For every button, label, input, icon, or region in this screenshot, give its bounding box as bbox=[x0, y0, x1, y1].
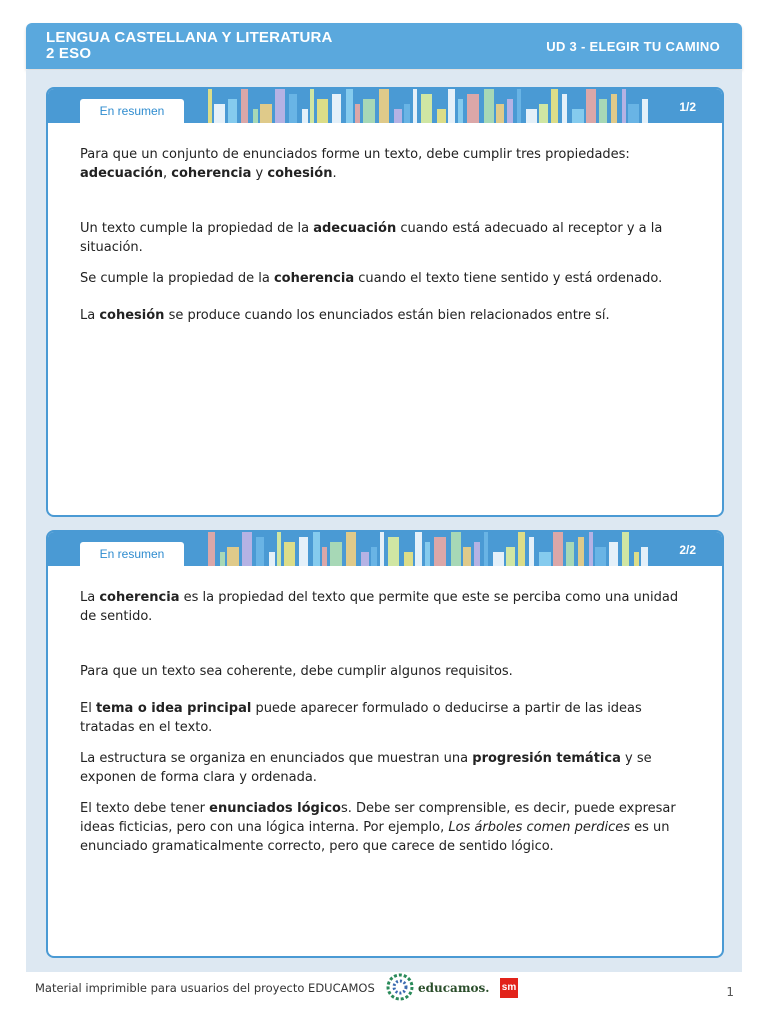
decorative-stripe bbox=[256, 537, 264, 566]
decorative-stripe bbox=[562, 94, 567, 123]
bold-term: enunciados lógico bbox=[209, 801, 341, 816]
decorative-stripe bbox=[277, 532, 281, 566]
summary-card-1 bbox=[46, 87, 724, 517]
card-header-band bbox=[48, 89, 722, 123]
summary-paragraph bbox=[80, 145, 692, 183]
decorative-stripe bbox=[363, 99, 375, 123]
educamos-logo-text: educamos. bbox=[418, 981, 490, 995]
decorative-stripe bbox=[332, 94, 341, 123]
tab-en-resumen bbox=[80, 99, 184, 123]
footer-note: Material imprimible para usuarios del proyecto EDUCAMOS bbox=[35, 981, 375, 995]
subject-title-line2: 2 ESO bbox=[46, 45, 92, 62]
decorative-stripe bbox=[415, 532, 422, 566]
text-run: y bbox=[251, 166, 268, 181]
decorative-stripe bbox=[539, 104, 548, 123]
decorative-stripe bbox=[241, 89, 248, 123]
text-run: Para que un texto sea coherente, debe cumplir algunos requisitos. bbox=[80, 664, 513, 679]
subject-title-line1: LENGUA CASTELLANA Y LITERATURA bbox=[46, 29, 333, 46]
text-run: es un enunciado gramaticalmente correcto, pero que carece de sentido lógico. bbox=[80, 820, 670, 854]
decorative-stripe bbox=[622, 89, 626, 123]
text-run: El bbox=[80, 701, 96, 716]
summary-paragraph bbox=[80, 306, 692, 325]
decorative-stripe bbox=[330, 542, 342, 566]
decorative-stripe bbox=[242, 532, 252, 566]
text-run: Se cumple la propiedad de la bbox=[80, 271, 274, 286]
decorative-stripe bbox=[609, 542, 618, 566]
educamos-flower-logo-icon bbox=[386, 973, 414, 1001]
decorative-stripe bbox=[551, 89, 558, 123]
card-page-indicator: 2/2 bbox=[679, 543, 696, 557]
decorative-stripe bbox=[493, 552, 504, 566]
decorative-stripe bbox=[317, 99, 328, 123]
bold-term: adecuación bbox=[80, 166, 163, 181]
text-run: La estructura se organiza en enunciados que muestran una bbox=[80, 751, 473, 766]
unit-title: UD 3 - ELEGIR TU CAMINO bbox=[546, 39, 720, 54]
text-run: y se exponen de forma clara y ordenada. bbox=[80, 751, 652, 785]
decorative-stripe bbox=[611, 94, 617, 123]
text-run: Para que un conjunto de enunciados forme un texto, debe cumplir tres propiedades: bbox=[80, 147, 630, 162]
decorative-stripe bbox=[394, 109, 402, 123]
decorative-stripe bbox=[642, 99, 648, 123]
decorative-stripe bbox=[260, 104, 272, 123]
decorative-stripe bbox=[228, 99, 237, 123]
summary-paragraph bbox=[80, 219, 692, 257]
tab-label: En resumen bbox=[99, 547, 165, 561]
summary-paragraph bbox=[80, 699, 692, 737]
decorative-stripe bbox=[253, 109, 258, 123]
decorative-stripe bbox=[371, 547, 377, 566]
decorative-stripe bbox=[208, 89, 212, 123]
page-number: 1 bbox=[726, 985, 734, 999]
decorative-stripe bbox=[355, 104, 360, 123]
decorative-stripe bbox=[284, 542, 295, 566]
text-run: puede aparecer formulado o deducirse a partir de las ideas tratadas en el texto. bbox=[80, 701, 642, 735]
page-header bbox=[26, 23, 742, 69]
decorative-stripe bbox=[437, 109, 446, 123]
decorative-stripe bbox=[227, 547, 239, 566]
decorative-stripe bbox=[299, 537, 308, 566]
sm-publisher-logo-icon: sm bbox=[500, 978, 518, 998]
decorative-stripe bbox=[289, 94, 297, 123]
decorative-stripe bbox=[214, 104, 225, 123]
card-body bbox=[80, 145, 692, 325]
bold-term: progresión temática bbox=[472, 751, 621, 766]
tab-en-resumen bbox=[80, 542, 184, 566]
decorative-stripe bbox=[302, 109, 308, 123]
decorative-stripe bbox=[589, 532, 593, 566]
text-run: se produce cuando los enunciados están bien relacionados entre sí. bbox=[164, 308, 610, 323]
text-run: es la propiedad del texto que permite que este se perciba como una unidad de sentido. bbox=[80, 590, 679, 624]
summary-paragraph bbox=[80, 588, 692, 626]
summary-paragraph bbox=[80, 662, 692, 681]
tab-label: En resumen bbox=[99, 104, 165, 118]
decorative-stripe bbox=[484, 89, 494, 123]
summary-card-2 bbox=[46, 530, 724, 958]
decorative-stripe bbox=[448, 89, 455, 123]
summary-paragraph bbox=[80, 269, 692, 288]
decorative-stripe bbox=[539, 552, 551, 566]
summary-paragraph bbox=[80, 749, 692, 787]
text-run: El texto debe tener bbox=[80, 801, 210, 816]
decorative-stripe bbox=[322, 547, 327, 566]
bold-term: cohesión bbox=[99, 308, 165, 323]
text-run: La bbox=[80, 308, 100, 323]
decorative-stripe bbox=[275, 89, 285, 123]
decorative-stripe bbox=[517, 89, 521, 123]
decorative-stripe bbox=[434, 537, 446, 566]
decorative-stripe bbox=[641, 547, 648, 566]
decorative-stripe bbox=[484, 532, 488, 566]
decorative-stripe bbox=[518, 532, 525, 566]
bold-term: cohesión bbox=[267, 166, 333, 181]
decorative-stripe bbox=[578, 537, 584, 566]
decorative-stripe bbox=[220, 552, 225, 566]
decorative-stripe bbox=[404, 552, 413, 566]
decorative-stripe bbox=[529, 537, 534, 566]
decorative-stripe bbox=[463, 547, 471, 566]
bold-term: coherencia bbox=[273, 271, 355, 286]
decorative-stripe bbox=[595, 547, 606, 566]
decorative-stripe bbox=[388, 537, 399, 566]
decorative-stripe bbox=[599, 99, 607, 123]
summary-paragraph bbox=[80, 799, 692, 856]
decorative-stripe bbox=[380, 532, 384, 566]
decorative-stripe bbox=[310, 89, 314, 123]
italic-example: Los árboles comen perdices bbox=[448, 820, 631, 835]
bold-term: tema o idea principal bbox=[95, 701, 252, 716]
decorative-stripe bbox=[361, 552, 369, 566]
decorative-stripe bbox=[496, 104, 504, 123]
decorative-stripe bbox=[622, 532, 629, 566]
decorative-stripe bbox=[634, 552, 639, 566]
text-run: cuando el texto tiene sentido y está ordenado. bbox=[354, 271, 663, 286]
text-run: s. Debe ser comprensible, es decir, puede expresar ideas ficticias, pero con una lógica interna. Por ejemplo, bbox=[80, 801, 676, 835]
decorative-stripe bbox=[346, 532, 356, 566]
decorative-stripe bbox=[425, 542, 430, 566]
decorative-stripe bbox=[379, 89, 389, 123]
decorative-stripe bbox=[586, 89, 596, 123]
text-run: , bbox=[162, 166, 172, 181]
decorative-stripes bbox=[208, 89, 648, 123]
decorative-stripe bbox=[269, 552, 275, 566]
text-run: . bbox=[332, 166, 337, 181]
decorative-stripe bbox=[553, 532, 563, 566]
decorative-stripe bbox=[413, 89, 417, 123]
text-run: cuando está adecuado al receptor y a la situación. bbox=[80, 221, 663, 255]
decorative-stripes bbox=[208, 532, 648, 566]
subject-title bbox=[46, 30, 333, 62]
decorative-stripe bbox=[526, 109, 537, 123]
card-page-indicator: 1/2 bbox=[679, 100, 696, 114]
decorative-stripe bbox=[572, 109, 584, 123]
decorative-stripe bbox=[421, 94, 432, 123]
decorative-stripe bbox=[507, 99, 513, 123]
decorative-stripe bbox=[467, 94, 479, 123]
decorative-stripe bbox=[346, 89, 353, 123]
bold-term: coherencia bbox=[171, 166, 252, 181]
decorative-stripe bbox=[474, 542, 480, 566]
decorative-stripe bbox=[566, 542, 574, 566]
card-body bbox=[80, 588, 692, 856]
decorative-stripe bbox=[404, 104, 410, 123]
decorative-stripe bbox=[628, 104, 639, 123]
decorative-stripe bbox=[208, 532, 215, 566]
decorative-stripe bbox=[506, 547, 515, 566]
decorative-stripe bbox=[458, 99, 463, 123]
card-header-band bbox=[48, 532, 722, 566]
decorative-stripe bbox=[313, 532, 320, 566]
bold-term: coherencia bbox=[99, 590, 180, 605]
text-run: Un texto cumple la propiedad de la bbox=[80, 221, 314, 236]
bold-term: adecuación bbox=[313, 221, 397, 236]
decorative-stripe bbox=[451, 532, 461, 566]
text-run: La bbox=[80, 590, 100, 605]
